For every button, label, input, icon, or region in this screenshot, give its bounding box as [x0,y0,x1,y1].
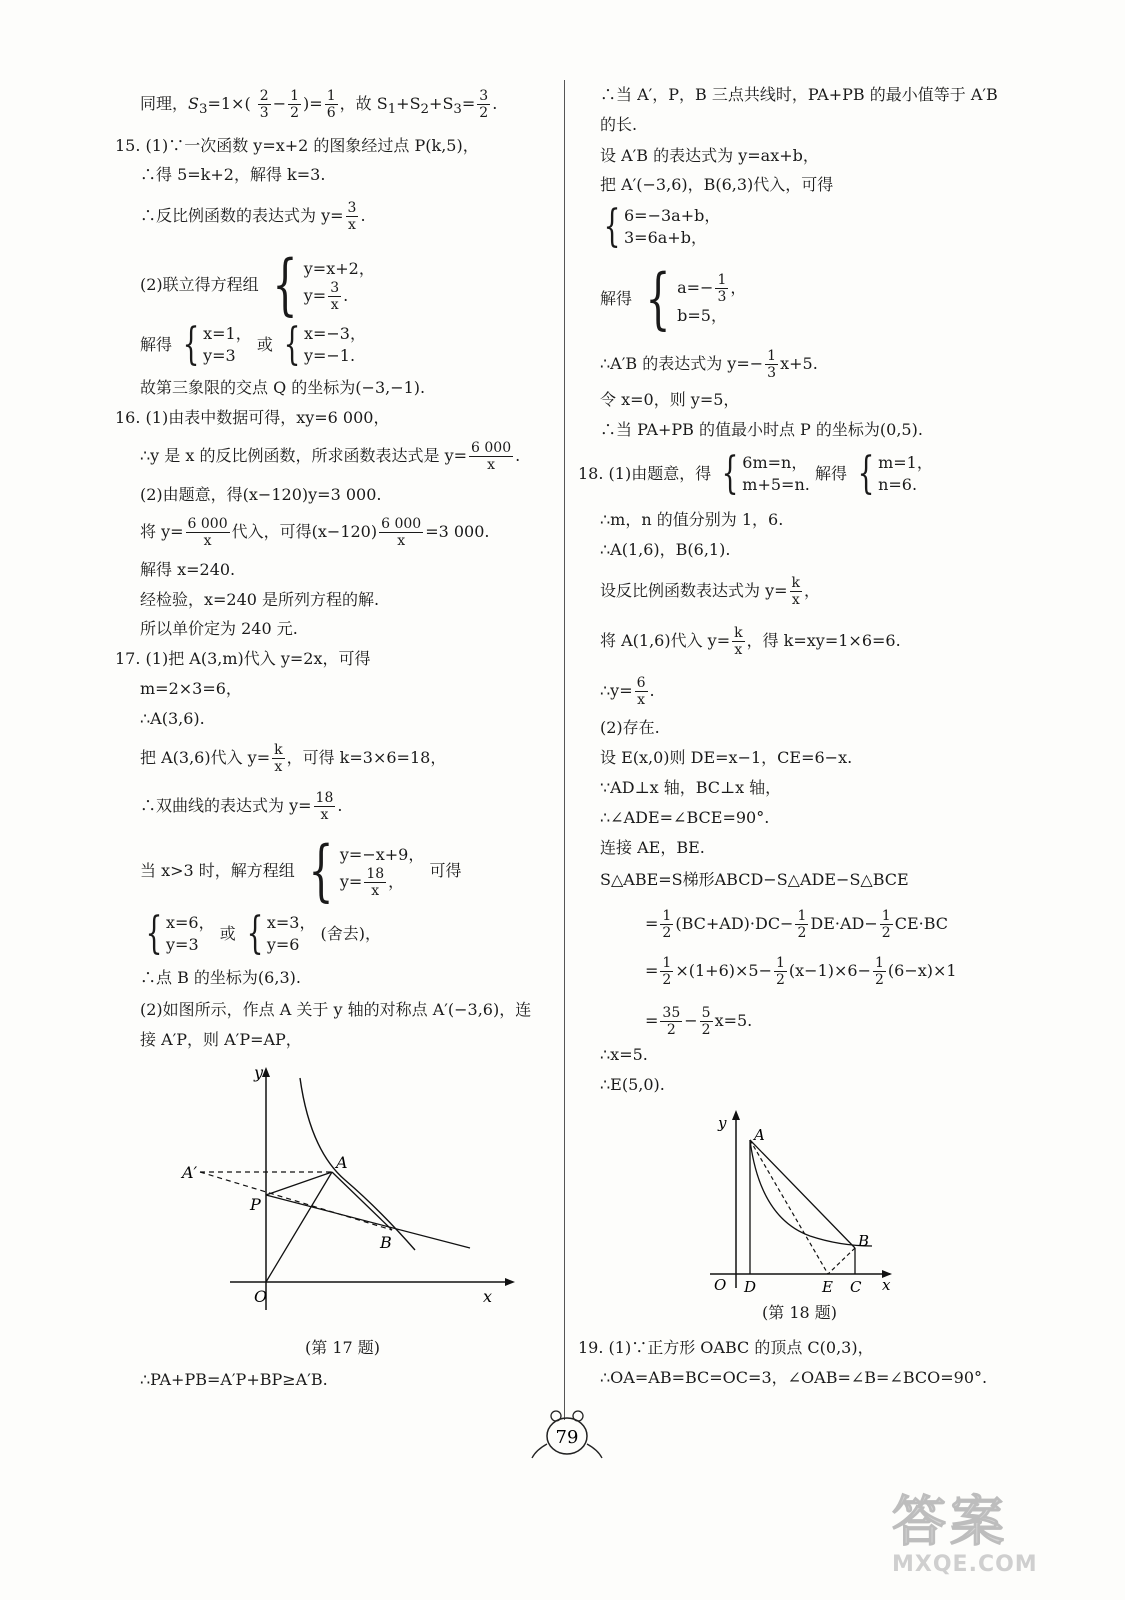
r-line17: 设 E(x,0)则 DE=x−1，CE=6−x. [600,748,853,767]
r-line13: 设反比例函数表达式为 y= $\frac{k}{x}$ ， [600,575,821,608]
r-line5: { 6=−3a+b， 3=6a+b， [603,201,721,252]
p15-line3: ∴反比例函数的表达式为 y= $\frac{3}{x}$ . [140,200,366,233]
y-axis-arrow [262,1067,270,1077]
label-B: B [380,1233,392,1252]
watermark-bottom: MXQE.COM [892,1552,1038,1577]
line-AB [332,1172,392,1230]
label-A-prime: A′ [182,1163,198,1182]
page-number: 79 [555,1427,579,1448]
mascot-eye-left [551,1411,561,1421]
r-line12: ∴A(1,6)，B(6,1). [600,540,731,559]
page-number-badge [528,1406,606,1466]
r-line21: S△ABE=S梯形ABCD−S△ADE−S△BCE [600,870,909,889]
r-line25: ∴x=5. [600,1045,648,1064]
r-line8: 令 x=0，则 y=5， [600,390,740,409]
r-line10: 18. (1)由题意，得 { 6m=n， m+5=n. 解得 { m=1， n=6. [578,448,933,499]
p15-line4: (2)联立得方程组 { y=x+2， y= $\frac{3}{x}$ . [140,246,375,323]
x-axis-arrow [505,1278,515,1286]
r-line28: ∴OA=AB=BC=OC=3，∠OAB=∠B=∠BCO=90°. [600,1368,988,1387]
r-line18: ∵AD⊥x 轴，BC⊥x 轴， [600,778,782,797]
label-x: x [483,1287,493,1306]
r-line14: 将 A(1,6)代入 y= $\frac{k}{x}$ ，得 k=xy=1×6=6. [600,625,901,658]
fig17-caption: (第 17 题) [305,1338,381,1357]
r-line16: (2)存在. [600,718,660,737]
watermark-logo [892,1492,1112,1592]
p16-line1: 16. (1)由表中数据可得，xy=6 000， [115,408,390,427]
label-x: x [882,1276,891,1294]
line-AB [750,1140,855,1248]
label-O: O [714,1276,727,1294]
p15-line1: 15. (1)∵一次函数 y=x+2 的图象经过点 P(k,5)， [115,136,479,155]
p16-line6: 经检验，x=240 是所列方程的解. [140,590,380,609]
p16-line4: 将 y= $\frac{6 000}{x}$ 代入，可得(x−120) $\frac{6 000}{x}$ =3 000. [140,516,490,549]
r-line9: ∴当 PA+PB 的值最小时点 P 的坐标为(0,5). [600,420,923,439]
label-C: C [850,1278,862,1296]
r-line19: ∴∠ADE=∠BCE=90°. [600,808,770,827]
r-line26: ∴E(5,0). [600,1075,665,1094]
dashed-A2B [200,1172,392,1230]
p16-line3: (2)由题意，得(x−120)y=3 000. [140,485,382,504]
figure-17 [170,1060,530,1340]
label-O: O [254,1287,268,1306]
p17-line7: { x=6， y=3 或 { x=3， y=6 (舍去)， [145,908,382,959]
p17-line6: 当 x>3 时，解方程组 { y=−x+9， y= $\frac{18}{x}$ ， 可得 [140,832,462,909]
p17-line9: (2)如图所示，作点 A 关于 y 轴的对称点 A′(−3,6)，连 [140,1000,532,1019]
p17-line4: 把 A(3,6)代入 y= $\frac{k}{x}$ ，可得 k=3×6=18， [140,742,447,775]
p17-line10: 接 A′P，则 A′P=AP， [140,1030,302,1049]
column-divider [564,80,565,1420]
dashed-AE [750,1140,828,1274]
r-line1: ∴当 A′，P，B 三点共线时，PA+PB 的最小值等于 A′B [600,85,998,104]
r-line20: 连接 AE，BE. [600,838,705,857]
p17-line2: m=2×3=6， [140,679,242,698]
r-line24: = $\frac{35}{2}$ − $\frac{5}{2}$ x=5. [645,1005,753,1038]
dashed-BE [828,1248,855,1274]
line-s3: 同理，$S_3=1\times$( $\frac{2}{3}$ − $\frac{1}{2}$ )= $\frac{1}{6}$ ，故 $S_1+S_2+S_3=$ $\frac{3}{2}$ . [140,88,498,121]
r-line3: 设 A′B 的表达式为 y=ax+b， [600,146,819,165]
r-line15: ∴y= $\frac{6}{x}$ . [600,675,655,708]
p17-line8: ∴点 B 的坐标为(6,3). [140,968,301,987]
fig18-caption: (第 18 题) [762,1303,838,1322]
r-line22: = $\frac{1}{2}$ (BC+AD)·DC− $\frac{1}{2}$ DE·AD− $\frac{1}{2}$ CE·BC [645,908,949,941]
p17-line1: 17. (1)把 A(3,m)代入 y=2x，可得 [115,649,371,668]
r-line6: 解得 { a=− $\frac{1}{3}$ ， b=5， [600,260,747,337]
p17-line5: ∴双曲线的表达式为 y= $\frac{18}{x}$ . [140,790,343,823]
r-line27: 19. (1)∵正方形 OABC 的顶点 C(0,3)， [578,1338,874,1357]
r-line11: ∴m，n 的值分别为 1，6. [600,510,784,529]
p17-line3: ∴A(3,6). [140,709,205,728]
label-B: B [858,1232,870,1250]
label-E: E [822,1278,833,1296]
figure-18 [700,1108,900,1298]
line-PA [266,1172,332,1195]
y-axis-arrow [732,1110,740,1120]
line-OA [266,1172,332,1282]
r-line23: = $\frac{1}{2}$ ×(1+6)×5− $\frac{1}{2}$ (x−1)×6− $\frac{1}{2}$ (6−x)×1 [645,955,957,988]
label-y: y [718,1114,727,1132]
label-y: y [254,1063,264,1082]
label-D: D [744,1278,757,1296]
r-line2: 的长. [600,115,638,134]
p15-line6: 故第三象限的交点 Q 的坐标为(−3,−1). [140,378,426,397]
p17-line11: ∴PA+PB=A′P+BP≥A′B. [140,1370,328,1389]
p16-line7: 所以单价定为 240 元. [140,619,298,638]
line-PB [266,1195,470,1248]
label-A: A [336,1153,348,1172]
p16-line2: ∴y 是 x 的反比例函数，所求函数表达式是 y= $\frac{6 000}{x}$ . [140,440,521,473]
mascot-eye-right [573,1411,583,1421]
label-P: P [250,1195,261,1214]
label-A: A [754,1126,765,1144]
watermark-top: 答案 [892,1490,1008,1553]
r-line7: ∴A′B 的表达式为 y=− $\frac{1}{3}$ x+5. [600,348,818,381]
r-line4: 把 A′(−3,6)，B(6,3)代入，可得 [600,175,834,194]
hyperbola-curve [750,1140,872,1246]
p16-line5: 解得 x=240. [140,560,236,579]
hyperbola-curve [300,1078,415,1250]
p15-line2: ∴得 5=k+2，解得 k=3. [140,165,326,184]
p15-line5: 解得 { x=1， y=3 或 { x=−3， y=−1. [140,319,366,370]
